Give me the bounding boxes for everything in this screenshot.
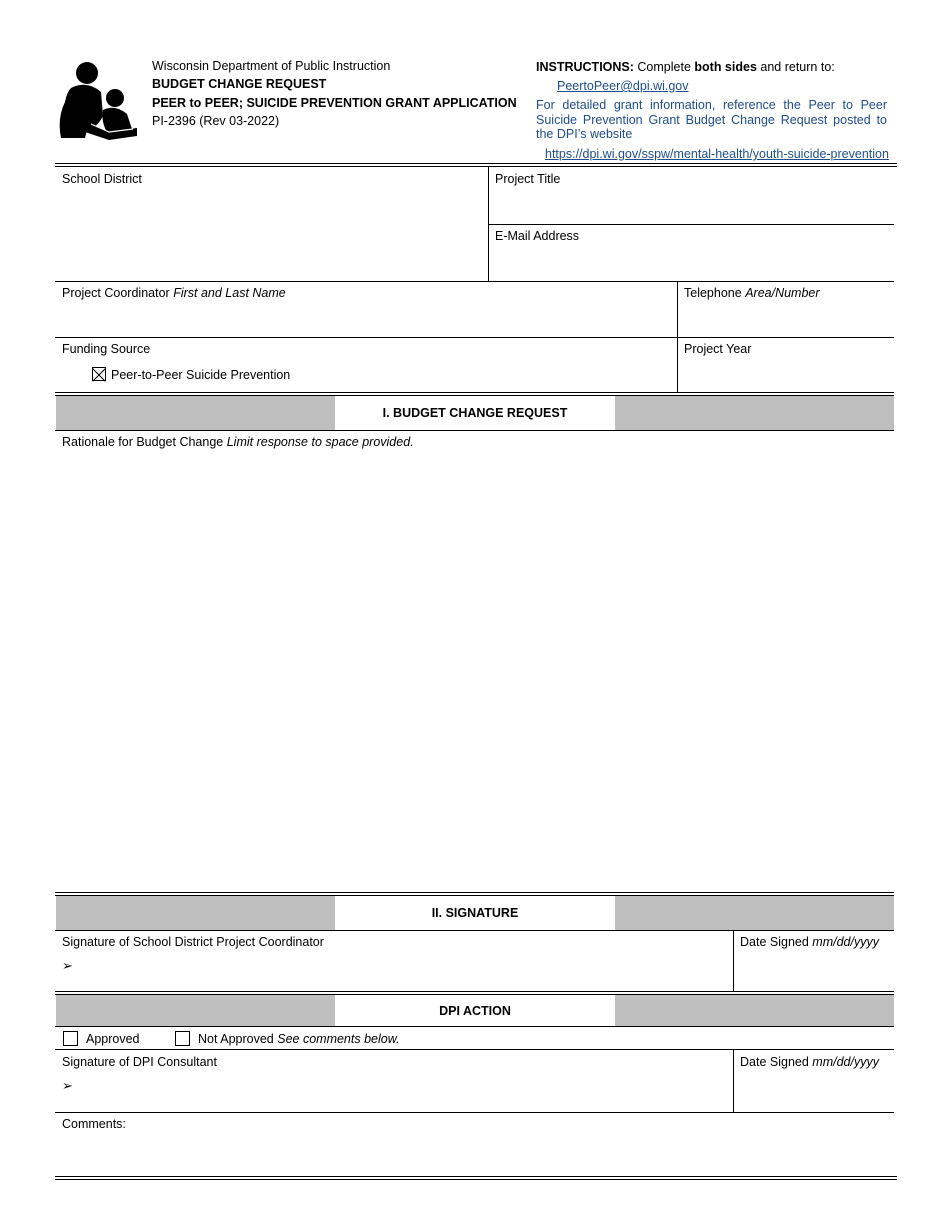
consultant-date-field[interactable]	[736, 1073, 893, 1109]
rationale-field[interactable]	[56, 452, 894, 887]
footer-rule	[55, 1176, 897, 1180]
telephone-hint: Area/Number	[745, 286, 820, 300]
telephone-field[interactable]	[679, 302, 893, 335]
consultant-signature-field[interactable]	[80, 1073, 730, 1109]
consultant-date-hint: mm/dd/yyyy	[812, 1055, 879, 1069]
funding-checkbox[interactable]	[92, 367, 106, 381]
divider	[733, 930, 734, 992]
dpi-logo	[57, 58, 139, 142]
arrowhead-icon: ➢	[62, 958, 73, 973]
not-approved-label	[198, 1032, 400, 1046]
divider	[55, 281, 894, 282]
district-date-hint: mm/dd/yyyy	[812, 935, 879, 949]
coordinator-hint: First and Last Name	[173, 286, 286, 300]
email-link[interactable]: PeertoPeer@dpi.wi.gov	[557, 79, 689, 93]
arrowhead-icon: ➢	[62, 1078, 73, 1093]
coordinator-label	[62, 286, 286, 300]
consultant-signature-label: Signature of DPI Consultant	[62, 1055, 217, 1069]
divider	[55, 930, 894, 931]
section2-title: II. SIGNATURE	[335, 896, 615, 930]
form-title: BUDGET CHANGE REQUEST	[152, 77, 327, 91]
school-district-field[interactable]	[56, 188, 486, 278]
section1-title: I. BUDGET CHANGE REQUEST	[335, 396, 615, 430]
approved-checkbox[interactable]	[63, 1031, 78, 1046]
comments-field[interactable]	[56, 1134, 894, 1174]
not-approved-hint: See comments below.	[277, 1032, 400, 1046]
form-subtitle: PEER to PEER; SUICIDE PREVENTION GRANT APPLICATION	[152, 96, 517, 110]
divider	[55, 337, 894, 338]
district-signature-field[interactable]	[80, 953, 730, 989]
rationale-hint: Limit response to space provided.	[226, 435, 414, 449]
agency-name: Wisconsin Department of Public Instruction	[152, 59, 391, 73]
consultant-date-label-text: Date Signed	[740, 1055, 809, 1069]
rationale-label	[62, 435, 414, 449]
consultant-date-label	[740, 1055, 879, 1069]
instructions	[536, 60, 835, 74]
not-approved-checkbox[interactable]	[175, 1031, 190, 1046]
telephone-label-text: Telephone	[684, 286, 742, 300]
instructions-label: INSTRUCTIONS:	[536, 60, 634, 74]
divider	[55, 1112, 894, 1113]
school-district-label: School District	[62, 172, 142, 186]
project-year-label: Project Year	[684, 342, 752, 356]
dpi-title: DPI ACTION	[335, 995, 615, 1026]
project-title-field[interactable]	[490, 188, 893, 222]
info-text: For detailed grant information, reference the Peer to Peer Suicide Prevention Grant Budget Change Request posted to the DPI’s website	[536, 98, 887, 141]
district-date-field[interactable]	[736, 953, 893, 989]
project-year-field[interactable]	[679, 358, 893, 391]
email-address-field[interactable]	[490, 245, 893, 279]
funding-option-label: Peer-to-Peer Suicide Prevention	[111, 368, 291, 382]
instructions-post: and return to:	[760, 60, 835, 74]
telephone-label	[684, 286, 820, 300]
not-approved-text: Not Approved	[198, 1032, 274, 1046]
rationale-label-text: Rationale for Budget Change	[62, 435, 224, 449]
district-signature-label: Signature of School District Project Coordinator	[62, 935, 324, 949]
email-address-label: E-Mail Address	[495, 229, 580, 243]
form-number: PI-2396 (Rev 03-2022)	[152, 114, 280, 128]
divider	[488, 224, 894, 225]
website-link[interactable]: https://dpi.wi.gov/sspw/mental-health/youth-suicide-prevention	[545, 147, 889, 161]
district-date-label	[740, 935, 879, 949]
coordinator-label-text: Project Coordinator	[62, 286, 170, 300]
divider	[55, 430, 894, 431]
comments-label: Comments:	[62, 1117, 126, 1131]
instructions-pre: Complete	[637, 60, 691, 74]
instructions-bold: both sides	[694, 60, 757, 74]
funding-source-label: Funding Source	[62, 342, 151, 356]
header-rule	[55, 163, 897, 167]
divider	[55, 1049, 894, 1050]
district-date-label-text: Date Signed	[740, 935, 809, 949]
approved-label: Approved	[86, 1032, 140, 1046]
project-title-label: Project Title	[495, 172, 561, 186]
divider	[55, 1026, 894, 1027]
divider	[733, 1049, 734, 1112]
coordinator-field[interactable]	[56, 302, 675, 335]
